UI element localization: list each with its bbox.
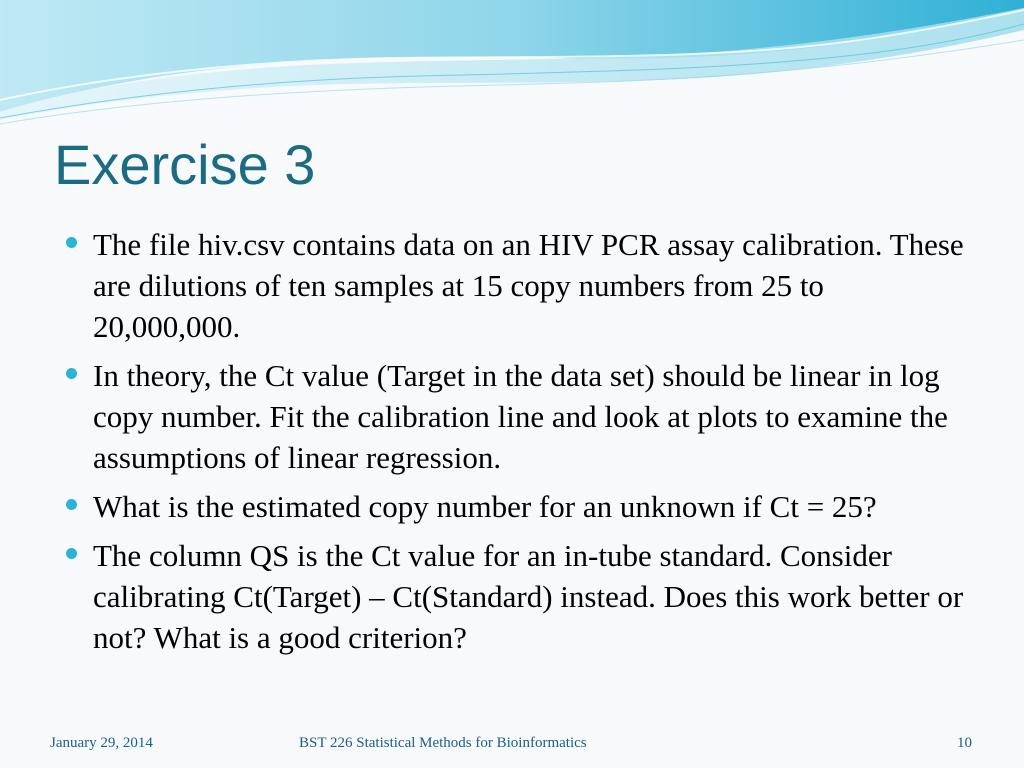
bullet-text: In theory, the Ct value (Target in the data set) should be linear in log copy number. Fit the calibration line and look at plots to examine the assumptions of linear regression. bbox=[93, 358, 948, 475]
bullet-dot-icon bbox=[66, 548, 77, 559]
footer-course-title: BST 226 Statistical Methods for Bioinformatics bbox=[299, 735, 587, 751]
header-wave-decoration bbox=[0, 0, 1024, 130]
bullet-text: The file hiv.csv contains data on an HIV PCR assay calibration. These are dilutions of ten samples at 15 copy numbers from 25 to 20,000,000. bbox=[93, 227, 964, 344]
footer-page-number: 10 bbox=[957, 735, 972, 751]
bullet-item bbox=[64, 486, 964, 527]
bullet-item bbox=[64, 224, 964, 347]
bullet-item bbox=[64, 355, 964, 478]
bullet-item bbox=[64, 535, 964, 658]
slide-title: Exercise 3 bbox=[54, 133, 316, 196]
bullet-dot-icon bbox=[66, 499, 77, 510]
bullet-text: What is the estimated copy number for an unknown if Ct = 25? bbox=[93, 489, 877, 524]
footer-date: January 29, 2014 bbox=[50, 735, 153, 751]
bullet-text: The column QS is the Ct value for an in-tube standard. Consider calibrating Ct(Target) – Ct(Standard) instead. Does this work better or not? What is a good criterion? bbox=[93, 538, 964, 655]
bullet-dot-icon bbox=[66, 237, 77, 248]
bullet-list bbox=[64, 224, 964, 666]
bullet-dot-icon bbox=[66, 368, 77, 379]
